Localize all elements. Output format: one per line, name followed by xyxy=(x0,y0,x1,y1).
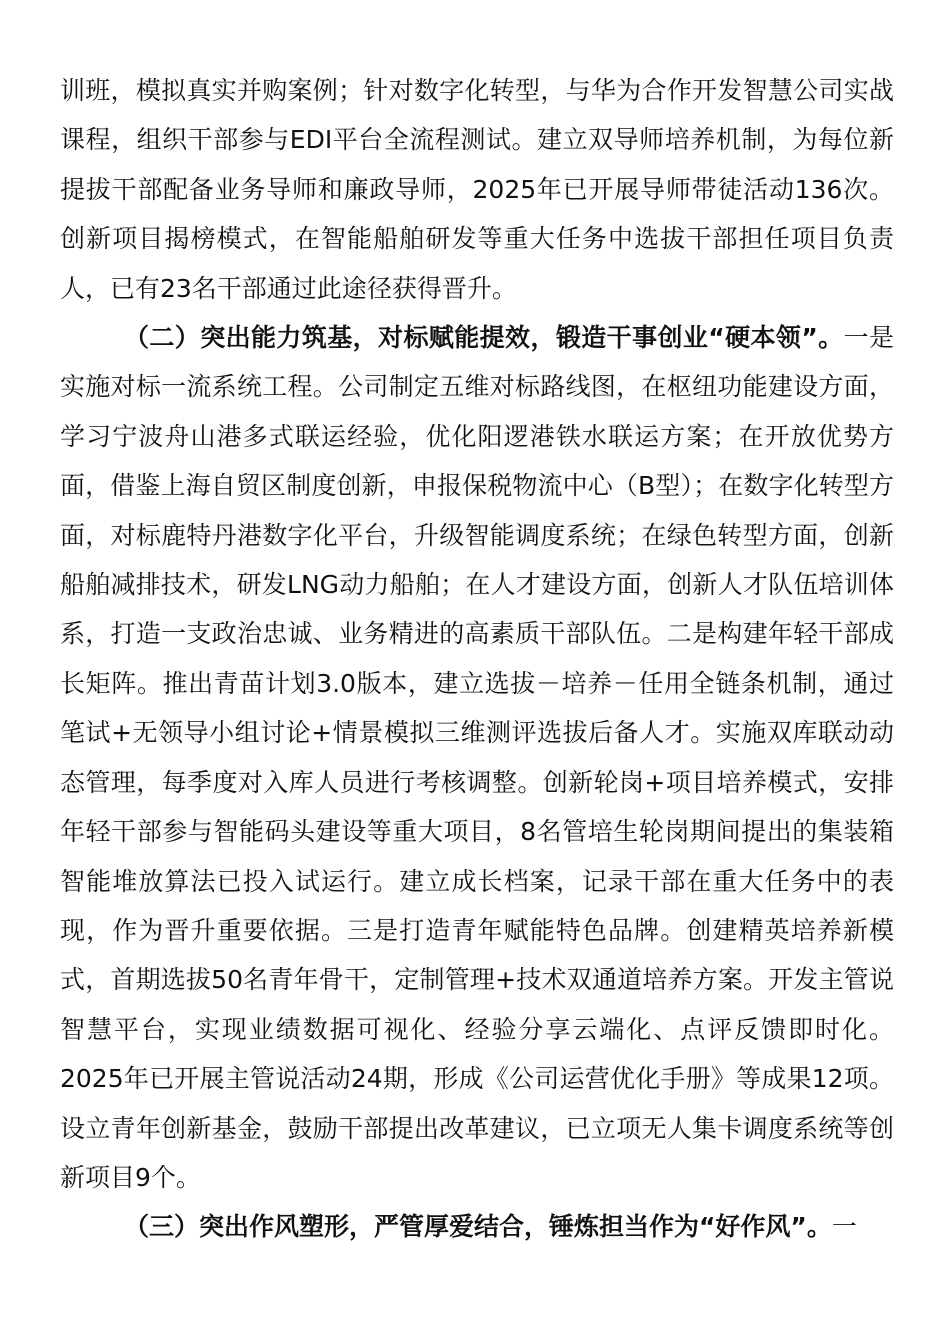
paragraph-section-two xyxy=(60,313,894,1202)
section-heading-three: （三）突出作风塑形，严管厚爱结合，锤炼担当作为“好作风”。 xyxy=(124,1212,832,1242)
document-page xyxy=(60,66,894,1252)
paragraph-text: 一 xyxy=(831,1212,857,1242)
paragraph-continuation xyxy=(60,66,894,313)
section-heading-two: （二）突出能力筑基，对标赋能提效，锻造干事创业“硬本领”。 xyxy=(124,323,844,353)
paragraph-text: 一是实施对标一流系统工程。公司制定五维对标路线图，在枢纽功能建设方面，学习宁波舟山港多式联运经验，优化阳逻港铁水联运方案；在开放优势方面，借鉴上海自贸区制度创新，申报保税物流中心（B型）；在数字化转型方面，对标鹿特丹港数字化平台，升级智能调度系统；在绿色转型方面，创新船舶减排技术，研发LNG动力船舶；在人才建设方面，创新人才队伍培训体系，打造一支政治忠诚、业务精进的高素质干部队伍。二是构建年轻干部成长矩阵。推出青苗计划3.0版本，建立选拔－培养－任用全链条机制，通过笔试+无领导小组讨论+情景模拟三维测评选拔后备人才。实施双库联动动态管理，每季度对入库人员进行考核调整。创新轮岗+项目培养模式，安排年轻干部参与智能码头建设等重大项目，8名管培生轮岗期间提出的集装箱智能堆放算法已投入试运行。建立成长档案，记录干部在重大任务中的表现，作为晋升重要依据。三是打造青年赋能特色品牌。创建精英培养新模式，首期选拔50名青年骨干，定制管理+技术双通道培养方案。开发主管说智慧平台，实现业绩数据可视化、经验分享云端化、点评反馈即时化。2025年已开展主管说活动24期，形成《公司运营优化手册》等成果12项。设立青年创新基金，鼓励干部提出改革建议，已立项无人集卡调度系统等创新项目9个。 xyxy=(60,323,894,1192)
paragraph-section-three xyxy=(60,1202,894,1251)
paragraph-text: 训班，模拟真实并购案例；针对数字化转型，与华为合作开发智慧公司实战课程，组织干部参与EDI平台全流程测试。建立双导师培养机制，为每位新提拔干部配备业务导师和廉政导师，2025年已开展导师带徒活动136次。创新项目揭榜模式，在智能船舶研发等重大任务中选拔干部担任项目负责人，已有23名干部通过此途径获得晋升。 xyxy=(60,76,894,303)
